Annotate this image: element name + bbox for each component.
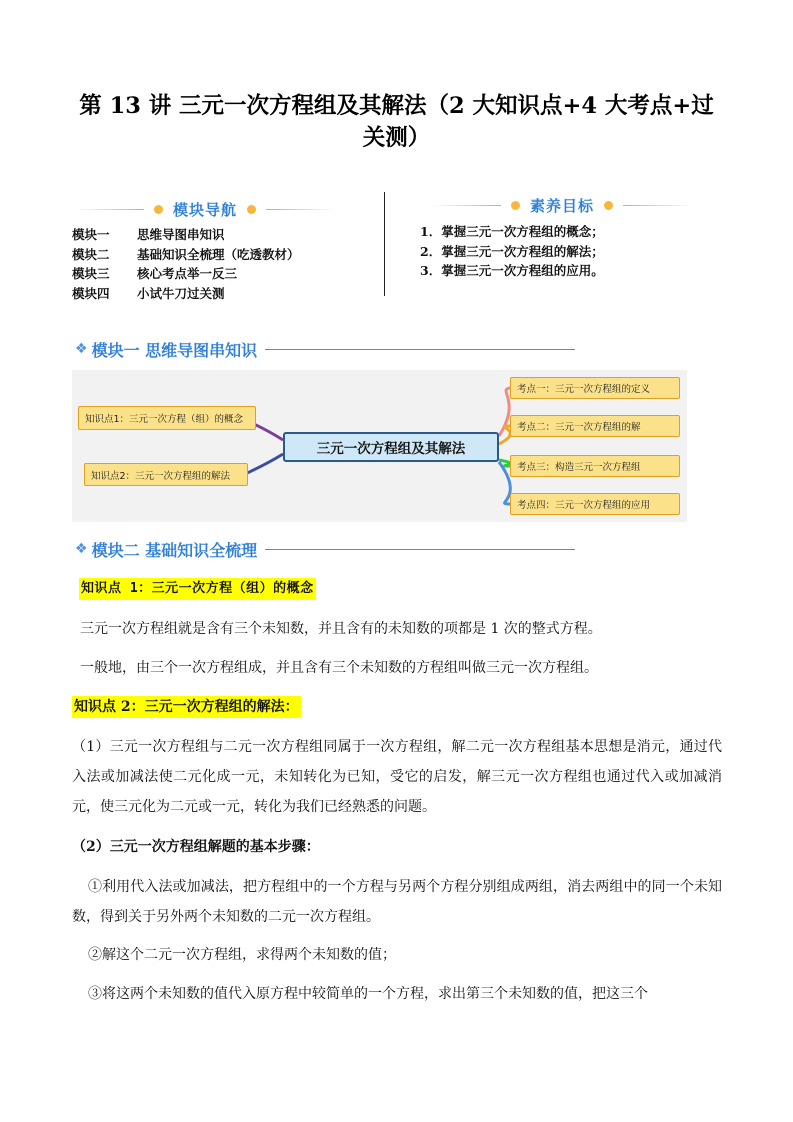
goals-list xyxy=(420,222,604,281)
dot-icon xyxy=(247,205,256,214)
module-key: 模块一 xyxy=(72,227,110,242)
divider xyxy=(265,549,575,550)
mind-map-node: 知识点1：三元一次方程（组）的概念 xyxy=(78,406,256,430)
module-key: 模块四 xyxy=(72,285,110,301)
mind-map-center: 三元一次方程组及其解法 xyxy=(283,432,499,462)
divider xyxy=(432,205,501,206)
module1-label: 模块一 思维导图串知识 xyxy=(91,340,258,360)
paragraph: ②解这个二元一次方程组，求得两个未知数的值； xyxy=(88,947,396,963)
knowledge-point-1-title: 知识点 1：三元一次方程（组）的概念 xyxy=(79,578,316,600)
paragraph: ①利用代入法或加减法，把方程组中的一个方程与另两个方程分别组成两组，消去两组中的同一个未知数，得到关于另外两个未知数的二元一次方程组。 xyxy=(72,879,722,925)
goals-header xyxy=(432,192,692,218)
list-item: 3．掌握三元一次方程组的应用。 xyxy=(420,263,604,278)
list-item: 1．掌握三元一次方程组的概念； xyxy=(420,224,604,239)
module-text: 核心考点举一反三 xyxy=(137,266,238,281)
list-item xyxy=(72,264,300,284)
lesson-title-line2: 关测） xyxy=(362,125,431,151)
knowledge-point-2-title: 知识点 2：三元一次方程组的解法： xyxy=(72,696,301,718)
navigation-list xyxy=(72,225,300,303)
paragraph-heading: （2）三元一次方程组解题的基本步骤： xyxy=(72,839,320,855)
divider xyxy=(75,209,144,210)
module-text: 基础知识全梳理（吃透教材） xyxy=(137,246,300,262)
dot-icon xyxy=(511,201,520,210)
branch-right-4 xyxy=(499,462,510,504)
vertical-divider xyxy=(384,192,385,296)
list-item xyxy=(72,225,300,245)
navigation-header xyxy=(75,196,335,222)
list-item xyxy=(72,284,300,304)
module-text: 思维导图串知识 xyxy=(137,227,225,242)
module2-header xyxy=(75,536,575,562)
divider xyxy=(266,209,335,210)
paragraph: （1）三元一次方程组与二元一次方程组同属于一次方程组，解二元一次方程组基本思想是消元，通过代入法或加减法使二元化成一元，未知转化为已知，受它的启发，解三元一次方程组也通过代入或加减消元，使三元化为二元或一元，转化为我们已经熟悉的问题。 xyxy=(72,739,722,815)
paragraph: 一般地，由三个一次方程组成，并且含有三个未知数的方程组叫做三元一次方程组。 xyxy=(80,660,598,676)
goals-label: 素养目标 xyxy=(530,196,595,215)
lesson-title-line1: 第 13 讲 三元一次方程组及其解法（2 大知识点+4 大考点+过 xyxy=(79,93,714,119)
lesson-title xyxy=(70,90,723,154)
diamond-icon: ❖ xyxy=(75,541,88,557)
navigation-label: 模块导航 xyxy=(173,200,238,219)
mind-map-node: 考点四：三元一次方程组的应用 xyxy=(510,493,680,515)
list-item xyxy=(72,245,300,265)
mind-map-node: 知识点2：三元一次方程组的解法 xyxy=(84,463,248,486)
module-text: 小试牛刀过关测 xyxy=(137,285,225,301)
dot-icon xyxy=(604,201,613,210)
divider xyxy=(265,349,575,350)
list-item: 2．掌握三元一次方程组的解法； xyxy=(420,243,604,259)
mind-map-node: 考点一：三元一次方程组的定义 xyxy=(510,377,680,399)
module-key: 模块三 xyxy=(72,266,110,281)
paragraph: ③将这两个未知数的值代入原方程中较简单的一个方程，求出第三个未知数的值，把这三个 xyxy=(88,986,648,1002)
module-key: 模块二 xyxy=(72,246,110,262)
module1-header xyxy=(75,336,575,362)
module2-label: 模块二 基础知识全梳理 xyxy=(91,540,258,560)
mind-map-node: 考点二：三元一次方程组的解 xyxy=(510,415,680,437)
diamond-icon: ❖ xyxy=(75,341,88,357)
divider xyxy=(623,205,692,206)
mind-map-node: 考点三：构造三元一次方程组 xyxy=(510,455,680,477)
branch-left-2 xyxy=(247,454,283,474)
dot-icon xyxy=(154,205,163,214)
mind-map xyxy=(72,370,687,522)
paragraph: 三元一次方程组就是含有三个未知数，并且含有的未知数的项都是 1 次的整式方程。 xyxy=(80,621,602,637)
